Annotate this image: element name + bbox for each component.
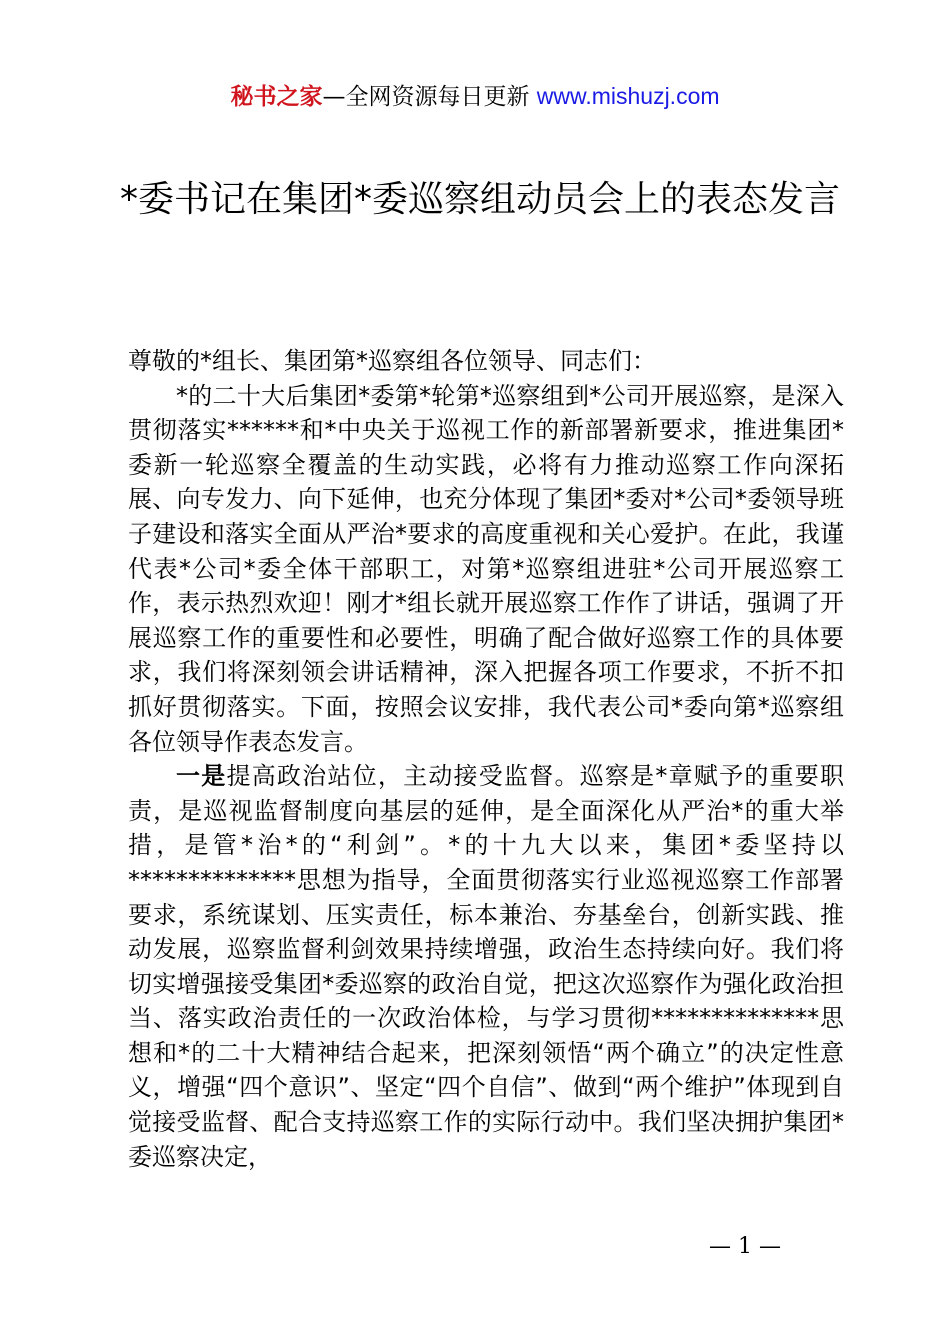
site-banner bbox=[0, 80, 950, 113]
site-url-link[interactable]: www.mishuzj.com bbox=[536, 83, 720, 109]
salutation: 尊敬的*组长、集团第*巡察组各位领导、同志们： bbox=[128, 347, 656, 375]
site-tagline: —全网资源每日更新 bbox=[322, 84, 537, 110]
page-number: — 1 — bbox=[709, 1234, 781, 1259]
document-title: *委书记在集团*委巡察组动员会上的表态发言 bbox=[120, 179, 841, 220]
document-body bbox=[128, 344, 844, 1174]
site-brand: 秘书之家 bbox=[230, 84, 323, 110]
point-one-text: 提高政治站位，主动接受监督。巡察是*章赋予的重要职责，是巡视监督制度向基层的延伸，是全面深化从严治*的重大举措，是管*治*的“利剑”。*的十九大以来，集团*委坚持以**************思想为指导，全面贯彻落实行业巡视巡察工作部署要求，系统谋划、压实责任，标本兼治、夯基垒台，创新实践、推动发展，巡察监督利剑效果持续增强，政治生态持续向好。我们将切实增强接受集团*委巡察的政治自觉，把这次巡察作为强化政治担当、落实政治责任的一次政治体检，与学习贯彻**************思想和*的二十大精神结合起来，把深刻领悟“两个确立”的决定性意义，增强“四个意识”、坚定“四个自信”、做到“两个维护”体现到自觉接受监督、配合支持巡察工作的实际行动中。我们坚决拥护集团*委巡察决定， bbox=[128, 762, 845, 1171]
point-one-lead: 一是 bbox=[176, 762, 227, 791]
paragraph-point-one bbox=[128, 759, 844, 1174]
paragraph-intro: *的二十大后集团*委第*轮第*巡察组到*公司开展巡察，是深入贯彻落实******和*中央关于巡视工作的新部署新要求，推进集团*委新一轮巡察全覆盖的生动实践，必将有力推动巡察工作向深拓展、向专发力、向下延伸，也充分体现了集团*委对*公司*委领导班子建设和落实全面从严治*要求的高度重视和关心爱护。在此，我谨代表*公司*委全体干部职工，对第*巡察组进驻*公司开展巡察工作，表示热烈欢迎！刚才*组长就开展巡察工作作了讲话，强调了开展巡察工作的重要性和必要性，明确了配合做好巡察工作的具体要求，我们将深刻领会讲话精神，深入把握各项工作要求，不折不扣抓好贯彻落实。下面，按照会议安排，我代表公司*委向第*巡察组各位领导作表态发言。 bbox=[128, 381, 844, 756]
